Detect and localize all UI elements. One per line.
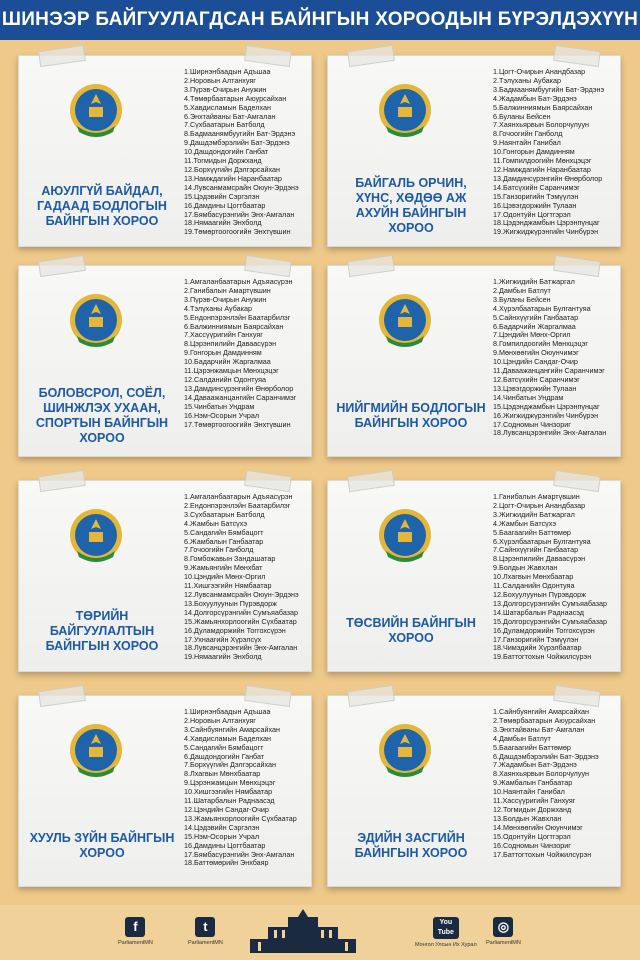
member-item: 1.Цогт-Очирын Анандбазар bbox=[493, 68, 586, 76]
member-item: 12.Бохуулуунын Пүрэвдорж bbox=[493, 589, 586, 599]
member-item: 5.Сандагийн Бямбацогт bbox=[184, 742, 264, 752]
member-item: 10.Гонгорын Дамдинням bbox=[493, 147, 575, 157]
parliament-building-icon bbox=[248, 909, 358, 955]
facebook-icon: f bbox=[125, 917, 145, 937]
member-item: 2.Төмөрбаатарын Аюурсайхан bbox=[493, 715, 596, 725]
member-item: 2.Дамбын Батлут bbox=[493, 285, 551, 295]
member-item: 1.Ганибалын Амартүвшин bbox=[493, 493, 580, 501]
member-item: 19.Жигжиджүрэнгийн Чинбүрэн bbox=[493, 227, 599, 237]
member-item: 1.Жигжидийн Батжаргал bbox=[493, 278, 575, 286]
member-item: 10.Цэндийн Мөнх-Оргил bbox=[184, 572, 266, 582]
member-item: 7.Жадамбын Бат-Эрдэнэ bbox=[493, 760, 577, 770]
member-item: 5.Сайнхүүгийн Ганбаатар bbox=[493, 312, 579, 322]
member-list bbox=[184, 708, 312, 868]
member-item: 2.Тэлүханы Аубакар bbox=[493, 75, 561, 85]
member-item: 17.Содномын Чинзориг bbox=[493, 419, 571, 429]
member-item: 13.Долгорсүрэнгийн Сумъяабазар bbox=[493, 598, 608, 608]
member-item: 18.Чимэдийн Хүрэлбаатар bbox=[493, 643, 582, 653]
member-item: 14.Шатарбалын Раднаасэд bbox=[493, 607, 584, 617]
member-item: 7.Хаянхьярвын Болорчулуун bbox=[493, 120, 590, 130]
member-item: 6.Дашдондогийн Ганбат bbox=[184, 751, 265, 761]
committee-title: ТӨСВИЙН БАЙНГЫН ХОРОО bbox=[346, 616, 476, 645]
member-item: 19.Баттогтохын Чойжилсүрэн bbox=[493, 652, 592, 662]
member-item: 16.Цэвэгдоржийн Тулаан bbox=[493, 200, 577, 210]
committee-card bbox=[18, 55, 312, 247]
member-item: 5.Баагаагийн Баттөмөр bbox=[493, 742, 571, 752]
member-item: 7.Сайнхүүгийн Ганбаатар bbox=[493, 545, 579, 555]
member-item: 3.Сайнбуянгийн Амарсайхан bbox=[184, 724, 281, 734]
member-item: 19.Төмөртоогоогийн Энхтүвшин bbox=[184, 227, 291, 237]
member-item: 11.Хишгээгийн Нямбаатар bbox=[184, 581, 272, 591]
member-item: 5.Баагаагийн Баттөмөр bbox=[493, 527, 571, 537]
member-item: 12.Намждагийн Наранбаатар bbox=[493, 164, 591, 174]
instagram-caption: ParliamentMN bbox=[486, 940, 521, 946]
committee-title: БОЛОВСРОЛ, СОЁЛ, ШИНЖЛЭХ УХААН, СПОРТЫН БАЙНГЫН ХОРОО bbox=[35, 386, 169, 445]
member-item: 10.Цэндийн Сандаг-Очир bbox=[493, 357, 578, 367]
page-title: ШИНЭЭР БАЙГУУЛАГДСАН БАЙНГЫН ХОРООДЫН БҮРЭЛДЭХҮҮН bbox=[0, 0, 640, 40]
member-item: 13.Болдын Жавхлан bbox=[493, 813, 562, 823]
member-item: 8.Гомбожавын Зандашатар bbox=[184, 554, 276, 564]
member-item: 17.Бямбасүрэнгийн Энх-Амгалан bbox=[184, 849, 295, 859]
member-item: 12.Борхүүгийн Дэлгэрсайхан bbox=[184, 164, 280, 174]
member-list bbox=[493, 68, 621, 237]
member-list bbox=[493, 278, 621, 438]
member-item: 7.Гочоогийн Ганболд bbox=[184, 545, 254, 555]
member-item: 4.Хавдисламын Баделхан bbox=[184, 733, 271, 743]
instagram-icon: ◎ bbox=[493, 917, 513, 937]
member-item: 11.Гомпилдоогийн Мөнхцэцэг bbox=[493, 156, 592, 166]
member-item: 18.Цэдэнджамбын Цэрэнпүнцаг bbox=[493, 218, 600, 228]
member-item: 3.Жигжидийн Батжаргал bbox=[493, 509, 575, 519]
member-item: 14.Мөнхөөгийн Оюунчимэг bbox=[493, 822, 583, 832]
member-item: 18.Нямаагийн Энхболд bbox=[184, 218, 262, 228]
member-item: 18.Баттөмөрийн Энхбаяр bbox=[184, 858, 269, 868]
member-item: 2.Норовын Алтанхуяг bbox=[184, 715, 256, 725]
state-emblem-icon bbox=[378, 290, 432, 352]
member-item: 14.Лувсанмамсрайн Оюун-Эрдэнэ bbox=[184, 182, 299, 192]
member-item: 15.Нэм-Осорын Учрал bbox=[184, 831, 260, 841]
member-item: 5.Ендонпэрэнлэйн Баатарбилэг bbox=[184, 312, 291, 322]
member-item: 3.Пүрэв-Очирын Анужин bbox=[184, 84, 267, 94]
member-item: 10.Хишгээгийн Нямбаатар bbox=[184, 787, 273, 797]
member-item: 10.Бадарчийн Жаргалмаа bbox=[184, 357, 271, 367]
twitter-caption: ParliamentMN bbox=[188, 940, 223, 946]
member-item: 16.Дамдины Цогтбаатар bbox=[184, 840, 266, 850]
member-item: 10.Лхагвын Мөнхбаатар bbox=[493, 572, 574, 582]
member-item: 11.Тогмидын Доржханд bbox=[184, 156, 262, 166]
member-item: 8.Цэрэнпилийн Даваасүрэн bbox=[184, 339, 277, 349]
state-emblem-icon bbox=[69, 720, 123, 782]
member-item: 8.Гочоогийн Ганболд bbox=[493, 129, 563, 139]
member-item: 15.Цэдэнджамбын Цэрэнпүнцаг bbox=[493, 401, 600, 411]
member-item: 12.Батсүхийн Саранчимэг bbox=[493, 374, 580, 384]
member-item: 2.Ендонпэрэнлэйн Баатарбилэг bbox=[184, 500, 291, 510]
member-item: 4.Жадамбын Бат-Эрдэнэ bbox=[493, 93, 577, 103]
member-item: 13.Жамьянхорлоогийн Сүхбаатар bbox=[184, 813, 297, 823]
member-item: 6.Дашдэмбэрэлийн Бат-Эрдэнэ bbox=[493, 751, 599, 761]
member-item: 11.Шатарбалын Раднаасэд bbox=[184, 796, 275, 806]
youtube-link[interactable] bbox=[415, 917, 477, 948]
member-item: 8.Цэрэнпилийн Даваасүрэн bbox=[493, 554, 586, 564]
member-list bbox=[184, 493, 312, 662]
member-item: 16.Нэм-Осорын Учрал bbox=[184, 410, 260, 420]
member-item: 18.Лувсанцэрэнгийн Энх-Амгалан bbox=[184, 643, 298, 653]
instagram-link[interactable] bbox=[486, 917, 521, 946]
member-item: 2.Ганибалын Амартүвшин bbox=[184, 285, 271, 295]
member-item: 1.Амгаланбаатарын Адъяасүрэн bbox=[184, 493, 293, 501]
member-list bbox=[184, 68, 312, 237]
member-item: 8.Бадмаанямбуугийн Бат-Эрдэнэ bbox=[184, 129, 296, 139]
member-item: 9.Дашдэмбэрэлийн Бат-Эрдэнэ bbox=[184, 138, 290, 148]
member-item: 14.Даваажанцангийн Саранчимэг bbox=[184, 392, 297, 402]
member-item: 11.Цэрэнжамцын Мөнхцэцэг bbox=[184, 366, 279, 376]
member-item: 9.Болдын Жавхлан bbox=[493, 563, 558, 573]
member-item: 2.Норовын Алтанхуяг bbox=[184, 75, 256, 85]
social-footer bbox=[0, 905, 640, 960]
member-item: 6.Буланы Бейсен bbox=[493, 111, 551, 121]
member-item: 11.Даваажанцангийн Саранчимэг bbox=[493, 366, 605, 376]
youtube-caption: Монгол Улсын Их Хурал bbox=[415, 942, 477, 948]
member-item: 15.Жамьянхорлоогийн Сүхбаатар bbox=[184, 616, 297, 626]
member-item: 4.Хүрэлбаатарын Булгантуяа bbox=[493, 303, 591, 313]
member-item: 13.Намждагийн Наранбаатар bbox=[184, 173, 282, 183]
member-item: 7.Борхүүгийн Дэлгэрсайхан bbox=[184, 760, 276, 770]
member-item: 16.Дуламдоржийн Тоггохсүрэн bbox=[184, 625, 286, 635]
member-item: 10.Наянтайн Ганибал bbox=[493, 787, 565, 797]
committee-card bbox=[327, 480, 621, 672]
member-item: 11.Салданийн Одонтуяа bbox=[493, 581, 575, 591]
member-item: 15.Одонтуйн Цогтгэрэл bbox=[493, 831, 571, 841]
member-item: 5.Хавдисламын Баделхан bbox=[184, 102, 271, 112]
committee-card bbox=[327, 695, 621, 887]
state-emblem-icon bbox=[378, 720, 432, 782]
member-item: 12.Тогмидын Доржханд bbox=[493, 804, 572, 814]
member-list bbox=[184, 278, 312, 429]
member-item: 15.Долгорсүрэнгийн Сумъяабазар bbox=[493, 616, 608, 626]
member-item: 9.Цэрэнжамцын Мөнхцэцэг bbox=[184, 778, 276, 788]
member-item: 7.Цэндийн Мөнх-Оргил bbox=[493, 330, 571, 340]
member-item: 1.Сайнбуянгийн Амарсайхан bbox=[493, 708, 590, 716]
member-item: 13.Дамдинсүрэнгийн Өнөрболор bbox=[493, 173, 603, 183]
member-item: 6.Бадарчийн Жаргалмаа bbox=[493, 321, 576, 331]
member-item: 9.Жамбалын Ганбаатар bbox=[493, 778, 573, 788]
committee-title: НИЙГМИЙН БОДЛОГЫН БАЙНГЫН ХОРОО bbox=[336, 401, 486, 430]
member-item: 16.Дамдины Цогтбаатар bbox=[184, 200, 266, 210]
member-item: 13.Бохуулуунын Пүрэвдорж bbox=[184, 598, 277, 608]
member-item: 3.Буланы Бейсен bbox=[493, 294, 551, 304]
member-item: 8.Гомпилдоогийн Мөнхцэцэг bbox=[493, 339, 588, 349]
member-list bbox=[493, 493, 621, 662]
member-item: 4.Дамбын Батлут bbox=[493, 733, 551, 743]
member-item: 17.Баттогтохын Чойжилсүрэн bbox=[493, 849, 592, 859]
member-item: 6.Балжинниямын Баярсайхан bbox=[184, 321, 284, 331]
member-item: 6.Хүрэлбаатарын Булгантуяа bbox=[493, 536, 591, 546]
member-item: 1.Ширнэнбаадын Адъшаа bbox=[184, 708, 271, 716]
facebook-caption: ParliamentMN bbox=[118, 940, 153, 946]
member-item: 5.Балжинниямын Баярсайхан bbox=[493, 102, 593, 112]
member-item: 6.Жамбалын Ганбаатар bbox=[184, 536, 264, 546]
member-item: 11.Хассүүригийн Ганхуяг bbox=[493, 796, 576, 806]
member-item: 15.Цэдэвийн Сэргэлэн bbox=[184, 191, 260, 201]
twitter-link[interactable] bbox=[188, 917, 223, 946]
member-item: 9.Мөнхөөгийн Оюунчимэг bbox=[493, 348, 579, 358]
member-item: 12.Салданийн Одонтуяа bbox=[184, 374, 266, 384]
committee-card bbox=[327, 55, 621, 247]
member-item: 3.Энхтайваны Бат-Амгалан bbox=[493, 724, 585, 734]
member-item: 5.Сандагийн Бямбацогт bbox=[184, 527, 264, 537]
member-item: 12.Цэндийн Сандаг-Очир bbox=[184, 804, 269, 814]
member-item: 3.Сүхбаатарын Батболд bbox=[184, 509, 265, 519]
member-item: 17.Төмөртоогоогийн Энхтүвшин bbox=[184, 419, 291, 429]
member-item: 16.Содномын Чинзориг bbox=[493, 840, 571, 850]
member-item: 13.Дамдинсүрэнгийн Өнөрболор bbox=[184, 383, 294, 393]
committee-title: ЭДИЙН ЗАСГИЙН БАЙНГЫН ХОРОО bbox=[354, 831, 468, 860]
member-item: 8.Лхагвын Мөнхбаатар bbox=[184, 769, 261, 779]
member-item: 9.Наянтайн Ганибал bbox=[493, 138, 561, 148]
member-item: 6.Энхтайваны Бат-Амгалан bbox=[184, 111, 276, 121]
member-item: 10.Дашдондогийн Ганбат bbox=[184, 147, 269, 157]
member-item: 17.Одонтуйн Цогтгэрэл bbox=[493, 209, 571, 219]
youtube-icon: You Tube bbox=[433, 917, 459, 939]
member-item: 14.Батсүхийн Саранчимэг bbox=[493, 182, 580, 192]
state-emblem-icon bbox=[378, 505, 432, 567]
member-item: 13.Цэвэгдоржийн Тулаан bbox=[493, 383, 577, 393]
member-item: 1.Амгаланбаатарын Адъяасүрэн bbox=[184, 278, 293, 286]
member-item: 15.Чинбатын Ундрам bbox=[184, 401, 255, 411]
member-item: 17.Ганзоригийн Тэмүүлэн bbox=[493, 634, 579, 644]
member-list bbox=[493, 708, 621, 859]
committee-card bbox=[18, 695, 312, 887]
twitter-icon: t bbox=[195, 917, 215, 937]
member-item: 4.Жамбын Батсүхэ bbox=[184, 518, 248, 528]
state-emblem-icon bbox=[69, 80, 123, 142]
member-item: 14.Чинбатын Ундрам bbox=[493, 392, 564, 402]
member-item: 18.Лувсанцэрэнгийн Энх-Амгалан bbox=[493, 428, 607, 438]
committee-title: ХУУЛЬ ЗҮЙН БАЙНГЫН ХОРОО bbox=[29, 831, 175, 860]
member-item: 3.Пүрэв-Очирын Анужин bbox=[184, 294, 267, 304]
member-item: 7.Хассүүригийн Ганхуяг bbox=[184, 330, 263, 340]
member-item: 4.Тэлүханы Аубакар bbox=[184, 303, 252, 313]
member-item: 3.Бадмаанямбуугийн Бат-Эрдэнэ bbox=[493, 84, 605, 94]
member-item: 14.Долгорсүрэнгийн Сумъяабазар bbox=[184, 607, 299, 617]
committee-card bbox=[18, 480, 312, 672]
member-item: 19.Нямаагийн Энхболд bbox=[184, 652, 262, 662]
committee-card bbox=[18, 265, 312, 457]
member-item: 1.Ширнэнбаадын Адъшаа bbox=[184, 68, 271, 76]
member-item: 9.Жамьянгийн Мөнхбат bbox=[184, 563, 263, 573]
member-item: 2.Цогт-Очирын Анандбазар bbox=[493, 500, 586, 510]
committee-card bbox=[327, 265, 621, 457]
committee-title: ТӨРИЙН БАЙГУУЛАЛТЫН БАЙНГЫН ХОРОО bbox=[45, 608, 159, 653]
member-item: 17.Ухнаагийн Хүрэлсүх bbox=[184, 634, 262, 644]
member-item: 4.Төмөрбаатарын Аюурсайхан bbox=[184, 93, 287, 103]
member-item: 14.Цэдэвийн Сэргэлэн bbox=[184, 822, 260, 832]
state-emblem-icon bbox=[69, 290, 123, 352]
member-item: 4.Жамбын Батсүхэ bbox=[493, 518, 557, 528]
committee-title: АЮУЛГҮЙ БАЙДАЛ, ГАДААД БОДЛОГЫН БАЙНГЫН ХОРОО bbox=[37, 183, 167, 228]
committee-title: БАЙГАЛЬ ОРЧИН, ХҮНС, ХӨДӨӨ АЖ АХУЙН БАЙНГЫН ХОРОО bbox=[355, 176, 467, 235]
member-item: 9.Гонгорын Дамдинням bbox=[184, 348, 262, 358]
facebook-link[interactable] bbox=[118, 917, 153, 946]
member-item: 16.Жигжиджүрэнгийн Чинбүрэн bbox=[493, 410, 599, 420]
member-item: 15.Ганзоригийн Тэмүүлэн bbox=[493, 191, 579, 201]
state-emblem-icon bbox=[69, 505, 123, 567]
member-item: 12.Лувсанмамсрайн Оюун-Эрдэнэ bbox=[184, 589, 299, 599]
state-emblem-icon bbox=[378, 80, 432, 142]
member-item: 17.Бямбасүрэнгийн Энх-Амгалан bbox=[184, 209, 295, 219]
member-item: 8.Хаянхьярвын Болорчулуун bbox=[493, 769, 590, 779]
member-item: 7.Сүхбаатарын Батболд bbox=[184, 120, 265, 130]
member-item: 16.Дуламдоржийн Тоггохсүрэн bbox=[493, 625, 595, 635]
